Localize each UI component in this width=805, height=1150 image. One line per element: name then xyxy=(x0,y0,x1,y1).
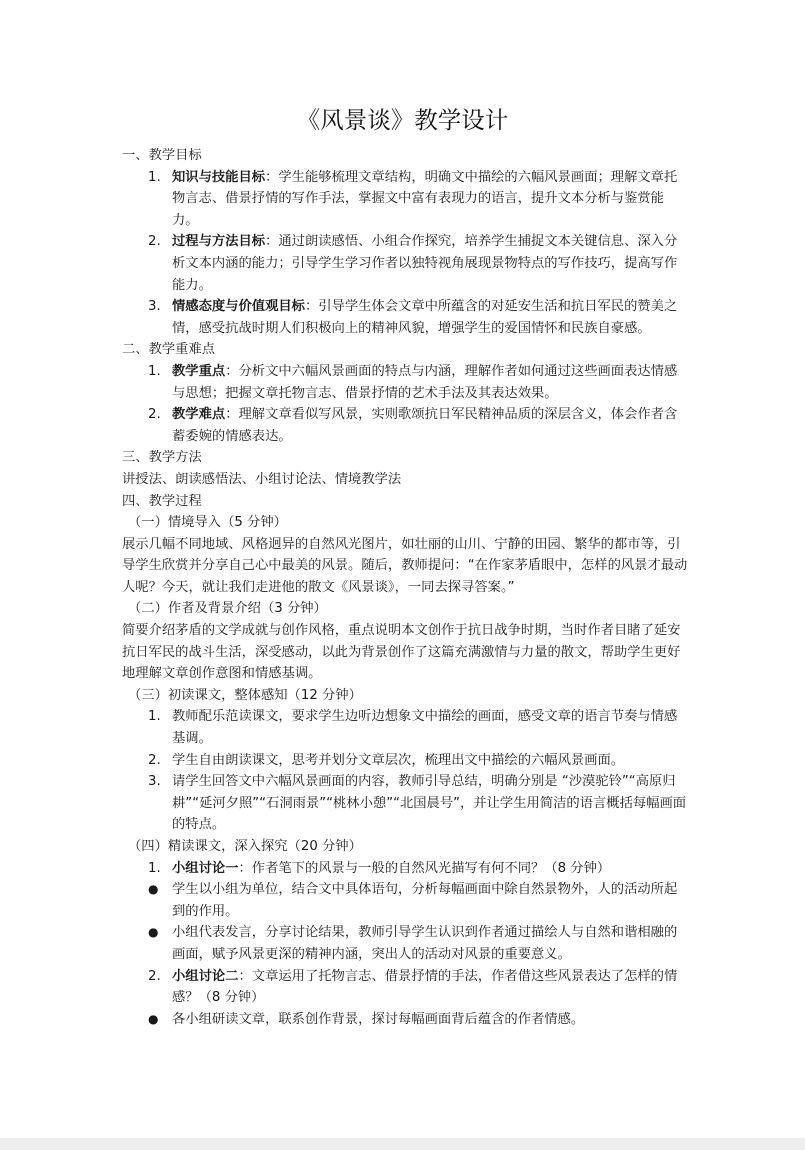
list-item: 1. 小组讨论一：作者笔下的风景与一般的自然风光描写有何不同？（8 分钟） xyxy=(148,860,611,876)
list-item: 2. 教学难点：理解文章看似写风景，实则歌颂抗日军民精神品质的深层含义，体会作者含蓄委婉的情感表达。 xyxy=(148,407,678,444)
background-paragraph: 简要介绍茅盾的文学成就与创作风格，重点说明本文创作于抗日战争时期，当时作者目睹了延安抗日军民的战斗生活，深受感动，以此为背景创作了这篇充满激情与力量的散文，帮助学生更好地理解文章创作意图和情感基调。 xyxy=(122,623,681,682)
section-heading-key-points: 二、教学重难点 xyxy=(122,342,216,358)
subsection-heading-background: （二）作者及背景介绍（3 分钟） xyxy=(128,601,327,617)
list-item: 1. 教师配乐范读课文，要求学生边听边想象文中描绘的画面，感受文章的语言节奏与情感基调。 xyxy=(148,709,678,747)
page-bottom-strip xyxy=(0,1138,805,1150)
bullet-icon: ● xyxy=(148,925,159,940)
section-heading-methods: 三、教学方法 xyxy=(122,450,202,466)
list-item: 1. 教学重点：分析文中六幅风景画面的特点与内涵，理解作者如何通过这些画面表达情感与思想；把握文章托物言志、借景抒情的艺术手法及其表达效果。 xyxy=(148,363,678,401)
bullet-icon: ● xyxy=(148,882,159,897)
subsection-heading-first-reading: （三）初读课文，整体感知（12 分钟） xyxy=(128,687,362,703)
section-heading-process: 四、教学过程 xyxy=(122,493,202,509)
subsection-heading-intro: （一）情境导入（5 分钟） xyxy=(128,515,287,531)
list-item: 1. 知识与技能目标：学生能够梳理文章结构，明确文中描绘的六幅风景画面；理解文章托物言志、借景抒情的写作手法，掌握文中富有表现力的语言，提升文本分析与鉴赏能力。 xyxy=(148,169,678,228)
bullet-item: ● 各小组研读文章，联系创作背景，探讨每幅画面背后蕴含的作者情感。 xyxy=(122,1009,690,1031)
bullet-icon: ● xyxy=(148,1011,159,1026)
section-heading-objectives: 一、教学目标 xyxy=(122,148,202,163)
methods-text: 讲授法、朗读感悟法、小组讨论法、情境教学法 xyxy=(122,471,402,487)
list-item: 3. 情感态度与价值观目标：引导学生体会文章中所蕴含的对延安生活和抗日军民的赞美之情，感受抗战时期人们积极向上的精神风貌，增强学生的爱国情怀和民族自豪感。 xyxy=(148,299,678,336)
bullet-item: ● 小组代表发言，分享讨论结果，教师引导学生认识到作者通过描绘人与自然和谐相融的画面，赋予风景更深的精神内涵，突出人的活动对风景的重要意义。 xyxy=(122,922,690,965)
page-title: 《风景谈》教学设计 xyxy=(296,106,509,134)
list-item: 2. 学生自由朗读课文，思考并划分文章层次，梳理出文中描绘的六幅风景画面。 xyxy=(148,752,625,768)
list-item: 3. 请学生回答文中六幅风景画面的内容，教师引导总结，明确分别是 “沙漠驼铃”“高原归耕”“延河夕照”“石洞雨景”“桃林小憩”“北国晨号”，并让学生用简洁的语言概括每幅画面的特点。 xyxy=(148,774,687,833)
list-item: 2. 过程与方法目标：通过朗读感悟、小组合作探究，培养学生捕捉文本关键信息、深入分析文本内涵的能力；引导学生学习作者以独特视角展现景物特点的写作技巧，提高写作能力。 xyxy=(148,234,678,293)
intro-paragraph: 展示几幅不同地域、风格迥异的自然风光图片，如壮丽的山川、宁静的田园、繁华的都市等，引导学生欣赏并分享自己心中最美的风景。随后，教师提问：“在作家茅盾眼中，怎样的风景才最动人呢？今天，就让我们走进他的散文《风景谈》，一同去探寻答案。” xyxy=(122,536,688,595)
bullet-item: ● 学生以小组为单位，结合文中具体语句，分析每幅画面中除自然景物外，人的活动所起到的作用。 xyxy=(122,879,690,922)
subsection-heading-close-reading: （四）精读课文，深入探究（20 分钟） xyxy=(128,839,362,854)
list-item: 2. 小组讨论二：文章运用了托物言志、借景抒情的手法，作者借这些风景表达了怎样的情感？（8 分钟） xyxy=(148,968,678,1006)
document-body xyxy=(122,145,690,1030)
